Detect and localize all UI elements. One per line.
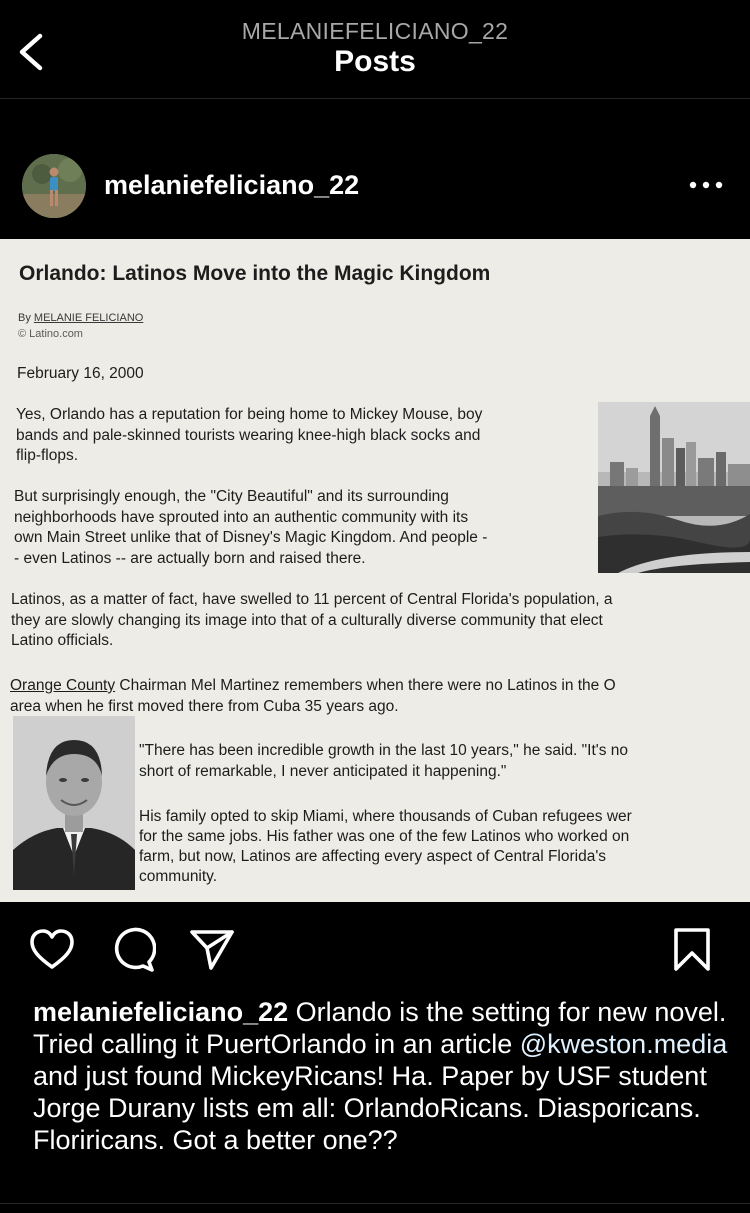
article-date: February 16, 2000 (17, 365, 144, 382)
article-paragraph: Latinos, as a matter of fact, have swelled to 11 percent of Central Florida's population, a they are slowly changing its image into that of a culturally diverse community that elect Latino officials. (11, 591, 613, 649)
bookmark-icon (668, 926, 716, 974)
post-caption (33, 996, 733, 1156)
orange-county-link: Orange County (10, 677, 116, 694)
avatar-image (22, 154, 86, 218)
article-byline (18, 312, 143, 324)
caption-text: Orlando is the setting for new novel. Tried calling it PuertOrlando in an article (33, 997, 727, 1059)
byline-prefix: By (18, 312, 31, 324)
post-photo[interactable] (0, 239, 750, 902)
article-paragraph: But surprisingly enough, the "City Beautiful" and its surrounding neighborhoods have sprouted into an authentic community with its own Main Street unlike that of Disney's Magic Kingdom. And people - - even Latinos -- are actually born and raised there. (14, 488, 488, 567)
post-actions (0, 920, 750, 982)
article-paragraph: Orange County Chairman Mel Martinez remembers when there were no Latinos in the O area when he first moved there from Cuba 35 years ago. (10, 677, 616, 715)
portrait-photo (13, 716, 135, 890)
city-skyline-photo (598, 402, 750, 573)
header-username: MELANIEFELICIANO_22 (241, 18, 509, 44)
caption-username[interactable]: melaniefeliciano_22 (33, 997, 289, 1027)
article-title: Orlando: Latinos Move into the Magic Kingdom (19, 262, 491, 285)
more-horizontal-icon (686, 170, 726, 200)
avatar[interactable] (22, 154, 86, 218)
top-bar (0, 0, 750, 99)
comment-button[interactable] (108, 926, 156, 974)
share-button[interactable] (188, 926, 236, 974)
article-copyright: © Latino.com (18, 328, 83, 340)
more-options-button[interactable] (686, 170, 726, 200)
like-button[interactable] (28, 926, 76, 974)
save-button[interactable] (668, 926, 716, 974)
send-icon (188, 926, 236, 974)
article-paragraph: His family opted to skip Miami, where thousands of Cuban refugees wer for the same jobs. His father was one of the few Latinos who worked on farm, but now, Latinos are affecting every aspect of Central Florida's community. (139, 808, 632, 885)
post-header (0, 150, 750, 222)
page-title: Posts (334, 45, 416, 78)
article-paragraph: Yes, Orlando has a reputation for being home to Mickey Mouse, boy bands and pale-skinned tourists wearing knee-high black socks and flip-flops. (16, 406, 483, 464)
byline-author: MELANIE FELICIANO (33, 312, 144, 324)
divider (0, 1203, 750, 1204)
caption-mention[interactable]: @kweston.media (519, 1029, 728, 1059)
heart-icon (28, 926, 76, 974)
post-username[interactable]: melaniefeliciano_22 (104, 170, 360, 200)
article-paragraph: "There has been incredible growth in the last 10 years," he said. "It's no short of remarkable, I never anticipated it happening." (139, 742, 629, 780)
comment-icon (108, 926, 156, 974)
caption-text: and just found MickeyRicans! Ha. Paper by USF student Jorge Durany lists em all: OrlandoRicans. Diasporicans. Floriricans. Got a better one?? (33, 1061, 707, 1155)
